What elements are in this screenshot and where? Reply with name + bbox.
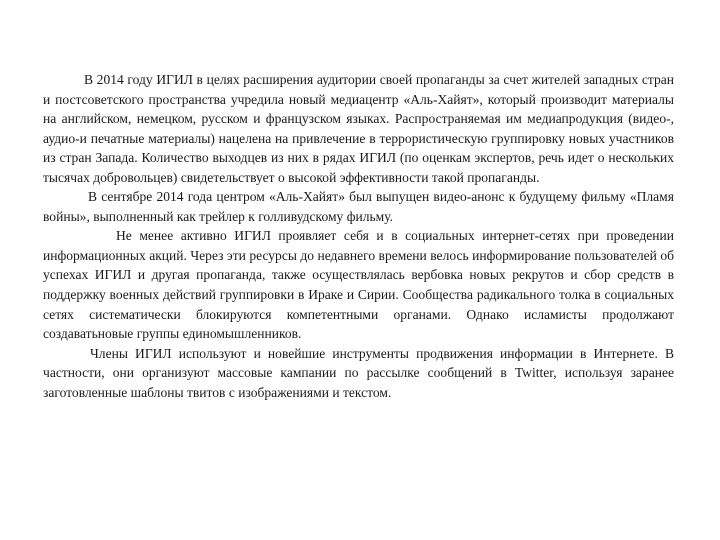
paragraph-3: [43, 226, 674, 343]
paragraph-1: [43, 70, 674, 187]
body-text: [43, 70, 674, 402]
paragraph-1-text: В 2014 году ИГИЛ в целях расширения аудитории своей пропаганды за счет жителей западных стран и постсоветского пространства учредила новый медиацентр «Аль-Хайят», который производит материалы на английском, немецком, русском и французском языках. Распространяемая им медиапродукция (видео-, аудио-и печатные материалы) нацелена на привлечение в террористическую группировку новых участников из стран Запада. Количество выходцев из них в рядах ИГИЛ (по оценкам экспертов, речь идет о нескольких тысячах добровольцев) свидетельствует о высокой эффективности такой пропаганды.: [43, 72, 674, 185]
paragraph-2-text: В сентябре 2014 года центром «Аль-Хайят» был выпущен видео-анонс к будущему фильму «Пламя войны», выполненный как трейлер к голливудскому фильму.: [43, 189, 674, 224]
paragraph-4-text: Члены ИГИЛ используют и новейшие инструменты продвижения информации в Интернете. В частности, они организуют массовые кампании по рассылке сообщений в Twitter, используя заранее заготовленные шаблоны твитов с изображениями и текстом.: [43, 345, 674, 400]
paragraph-2: [43, 187, 674, 226]
paragraph-4: [43, 344, 674, 403]
paragraph-3-text: Не менее активно ИГИЛ проявляет себя и в социальных интернет-сетях при проведении информационных акций. Через эти ресурсы до недавнего времени велось информирование пользователей об успехах ИГИЛ и другая пропаганда, также осуществлялась вербовка новых рекрутов и сбор средств в поддержку военных действий группировки в Ираке и Сирии. Сообщества радикального толка в социальных сетях систематически блокируются компетентными органами. Однако исламисты продолжают создаватьновые группы единомышленников.: [43, 228, 674, 342]
